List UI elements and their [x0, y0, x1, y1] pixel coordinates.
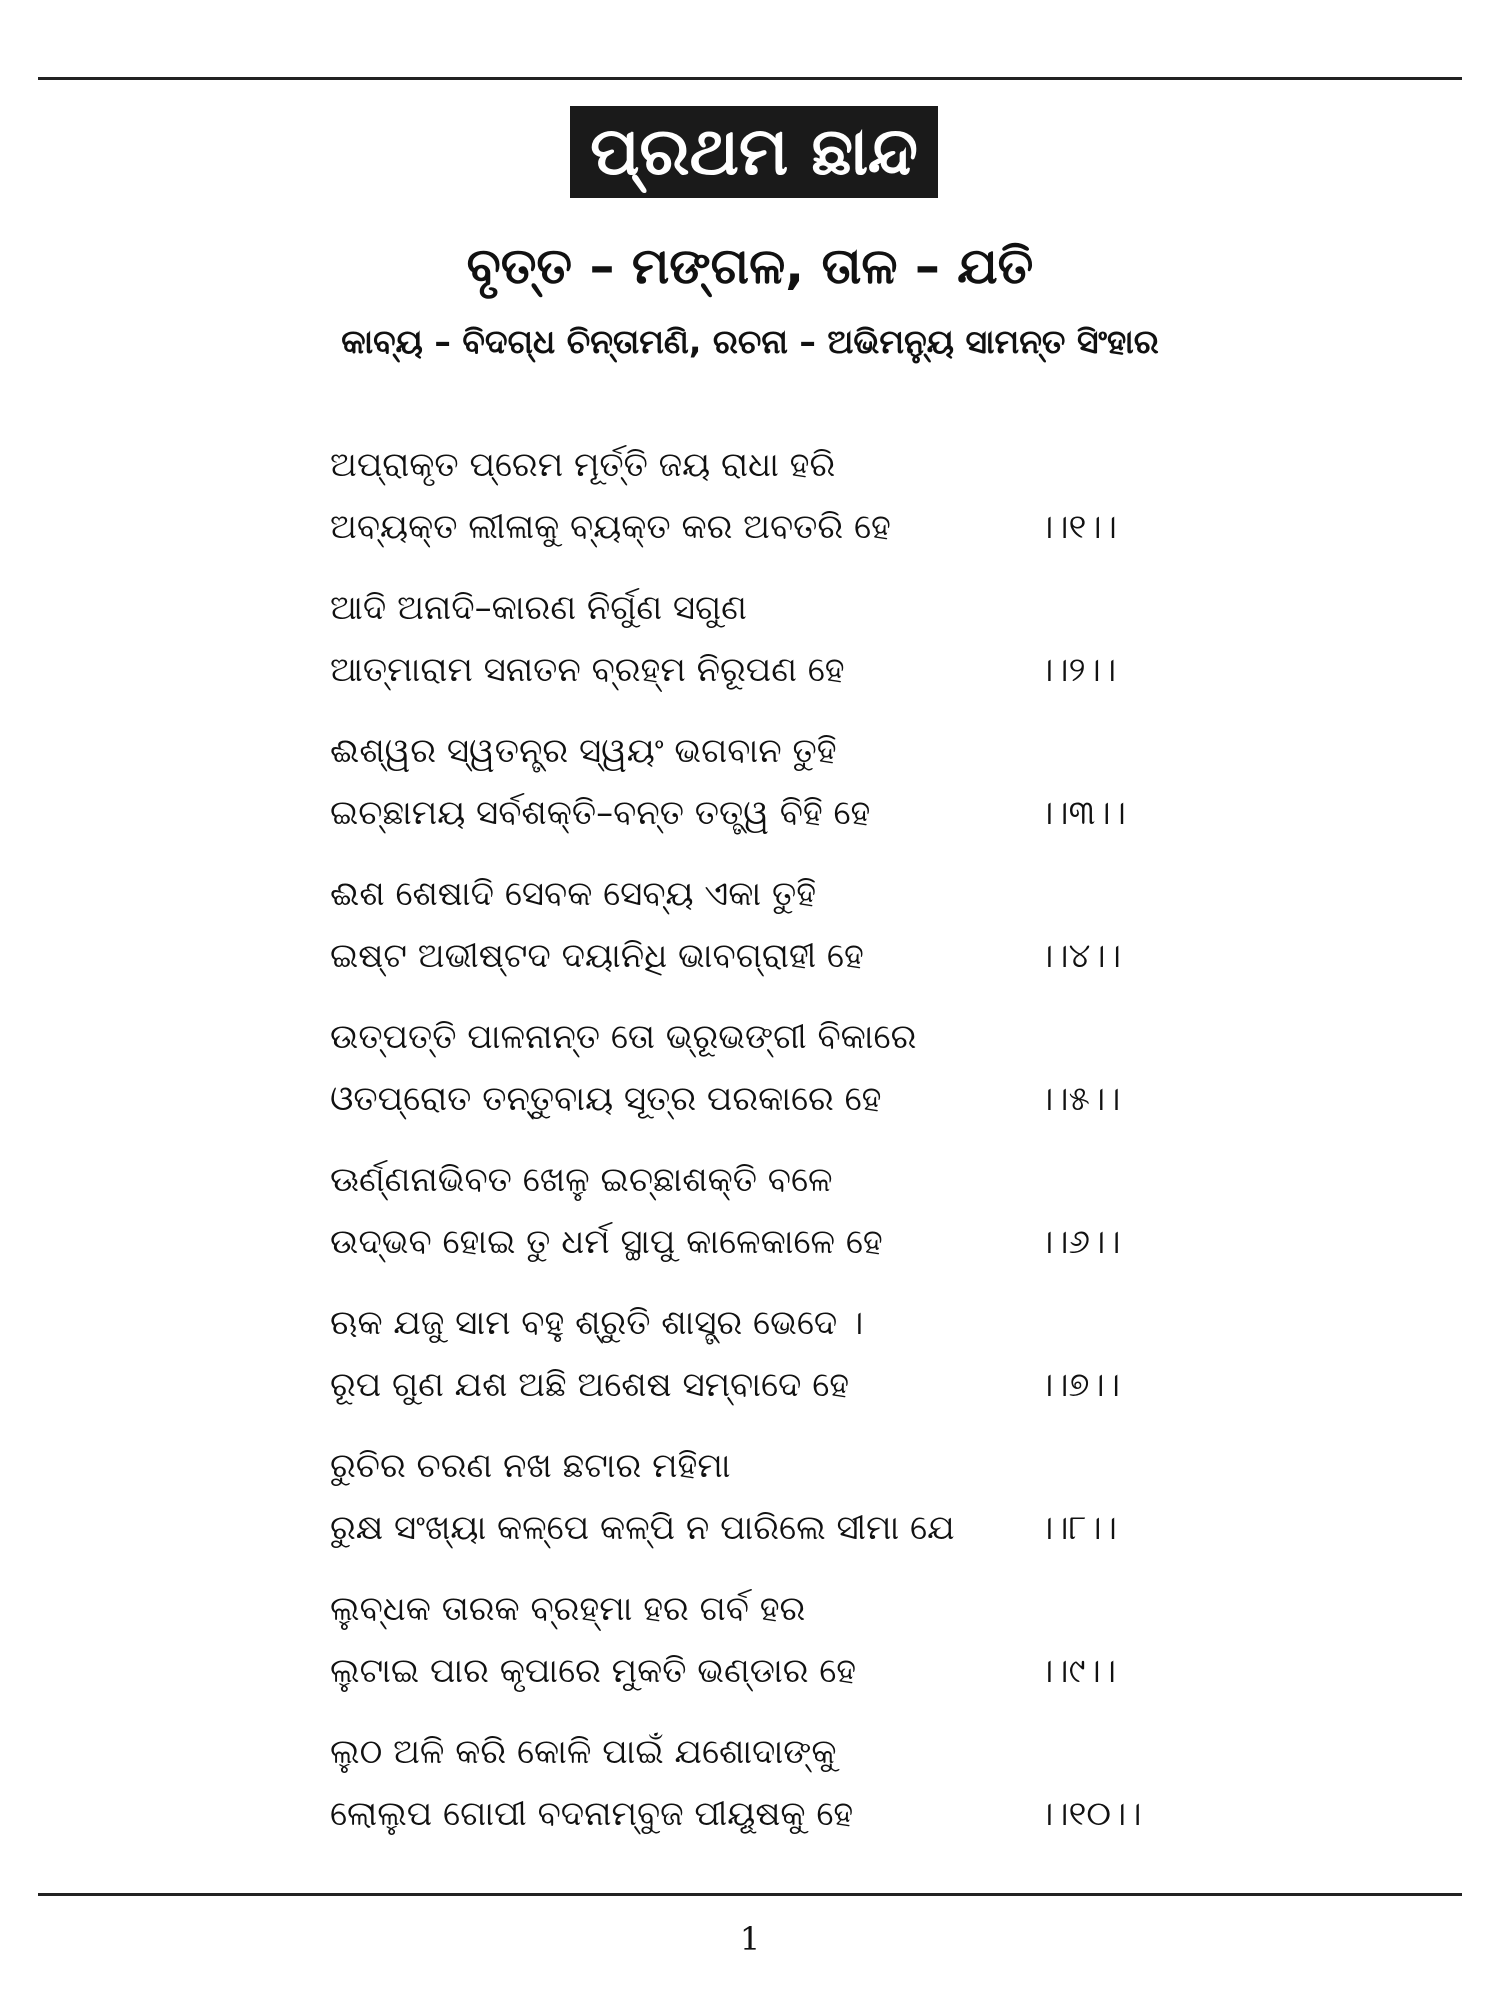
verse-line-2: ଇଚ୍ଛାମୟ ସର୍ବଶକ୍ତି–ବନ୍ତ ତତ୍ତ୍ୱ ବିହି ହେ — [330, 793, 871, 833]
verse-line-2: ରୁକ୍ଷ ସଂଖ୍ୟା କଳ୍ପେ କଳ୍ପି ନ ପାରିଲେ ସୀମା ଯେ — [330, 1508, 955, 1548]
top-rule — [38, 77, 1462, 80]
verse — [330, 873, 1190, 1016]
verse-line-2: ଇଷ୍ଟ ଅଭୀଷ୍ଟଦ ଦୟାନିଧି ଭାବଗ୍ରାହୀ ହେ — [330, 936, 864, 976]
meter-rhythm-line: ବୃତ୍ତ – ମଙ୍ଗଳ, ତାଳ – ଯତି — [466, 237, 1034, 295]
verse-line-1: ଊର୍ଣ୍ଣନାଭିବତ ଖେଳୁ ଇଚ୍ଛାଶକ୍ତି ବଳେ — [330, 1160, 833, 1200]
chapter-title-box — [570, 106, 938, 198]
verse-number: ।।୩।। — [1038, 793, 1126, 833]
verse-line-1: ଆଦି ଅନାଦି–କାରଣ ନିର୍ଗୁଣ ସଗୁଣ — [330, 588, 747, 628]
verse-line-2: ରୂପ ଗୁଣ ଯଶ ଅଛି ଅଶେଷ ସମ୍ବାଦେ ହେ — [330, 1365, 850, 1405]
verse-number: ।।୭।। — [1038, 1365, 1121, 1405]
poem-author-line: କାବ୍ୟ – ବିଦଗ୍ଧ ଚିନ୍ତାମଣି, ରଚନା – ଅଭିମନ୍ୟୁ ସାମନ୍ତ ସିଂହାର — [341, 322, 1159, 361]
verse-number: ।।୫।। — [1038, 1079, 1121, 1119]
verse-number: ।।୧।। — [1038, 507, 1117, 547]
verse-number: ।।୯।। — [1038, 1651, 1117, 1691]
page-number: 1 — [739, 1920, 761, 1958]
verse-line-1: ରୁଚିର ଚରଣ ନଖ ଛଟାର ମହିମା — [330, 1446, 731, 1486]
chapter-title: ପ୍ରଥମ ଛାନ୍ଦ — [590, 113, 918, 190]
verse-line-2: ଓତପ୍ରୋତ ତନ୍ତୁବାୟ ସୂତ୍ର ପରକାରେ ହେ — [330, 1079, 882, 1119]
verse-number: ।।୮।। — [1038, 1508, 1117, 1548]
verse-line-2: ଉଦ୍ଭବ ହୋଇ ତୁ ଧର୍ମ ସ୍ଥାପୁ କାଳେକାଳେ ହେ — [330, 1222, 883, 1262]
verse-line-1: ଈଶ ଶେଷାଦି ସେବକ ସେବ୍ୟ ଏକା ତୁହି — [330, 874, 817, 914]
verse — [330, 1731, 1190, 1874]
verse-line-1: ଲୁବ୍ଧକ ତାରକ ବ୍ରହ୍ମା ହର ଗର୍ବ ହର — [330, 1589, 806, 1629]
verse — [330, 730, 1190, 873]
verse-list — [330, 444, 1190, 1874]
verse-number: ।।୬।। — [1038, 1222, 1121, 1262]
verse — [330, 1302, 1190, 1445]
verse-line-2: ଲୁଟାଇ ପାର କୃପାରେ ମୁକତି ଭଣ୍ଡାର ହେ — [330, 1651, 857, 1691]
verse-line-1: ଉତ୍ପତ୍ତି ପାଳନାନ୍ତ ତୋ ଭ୍ରୂଭଙ୍ଗୀ ବିକାରେ — [330, 1017, 917, 1057]
verse — [330, 1016, 1190, 1159]
verse — [330, 1445, 1190, 1588]
verse — [330, 1588, 1190, 1731]
verse-line-2: ଅବ୍ୟକ୍ତ ଲୀଳାକୁ ବ୍ୟକ୍ତ କର ଅବତରି ହେ — [330, 507, 891, 547]
verse-line-2: ଆତ୍ମାରାମ ସନାତନ ବ୍ରହ୍ମ ନିରୂପଣ ହେ — [330, 650, 845, 690]
verse-line-1: ଋକ ଯଜୁ ସାମ ବହୁ ଶ୍ରୁତି ଶାସ୍ତ୍ର ଭେଦେ । — [330, 1303, 864, 1343]
verse-number: ।।୪।। — [1038, 936, 1121, 976]
verse-number: ।।୨।। — [1038, 650, 1117, 690]
verse — [330, 1159, 1190, 1302]
verse — [330, 587, 1190, 730]
verse-number: ।।୧୦।। — [1038, 1794, 1142, 1834]
bottom-rule — [38, 1893, 1462, 1896]
verse-line-2: ଲୋଲୁପ ଗୋପୀ ବଦନାମ୍ବୁଜ ପୀୟୂଷକୁ ହେ — [330, 1794, 854, 1834]
verse-line-1: ଲୁଠ ଅଳି କରି କୋଳି ପାଇଁ ଯଶୋଦାଙ୍କୁ — [330, 1732, 837, 1772]
verse-line-1: ଈଶ୍ୱର ସ୍ୱତନ୍ତ୍ର ସ୍ୱୟଂ ଭଗବାନ ତୁହି — [330, 731, 837, 771]
verse — [330, 444, 1190, 587]
verse-line-1: ଅପ୍ରାକୃତ ପ୍ରେମ ମୂର୍ତ୍ତି ଜୟ ରାଧା ହରି — [330, 445, 836, 485]
